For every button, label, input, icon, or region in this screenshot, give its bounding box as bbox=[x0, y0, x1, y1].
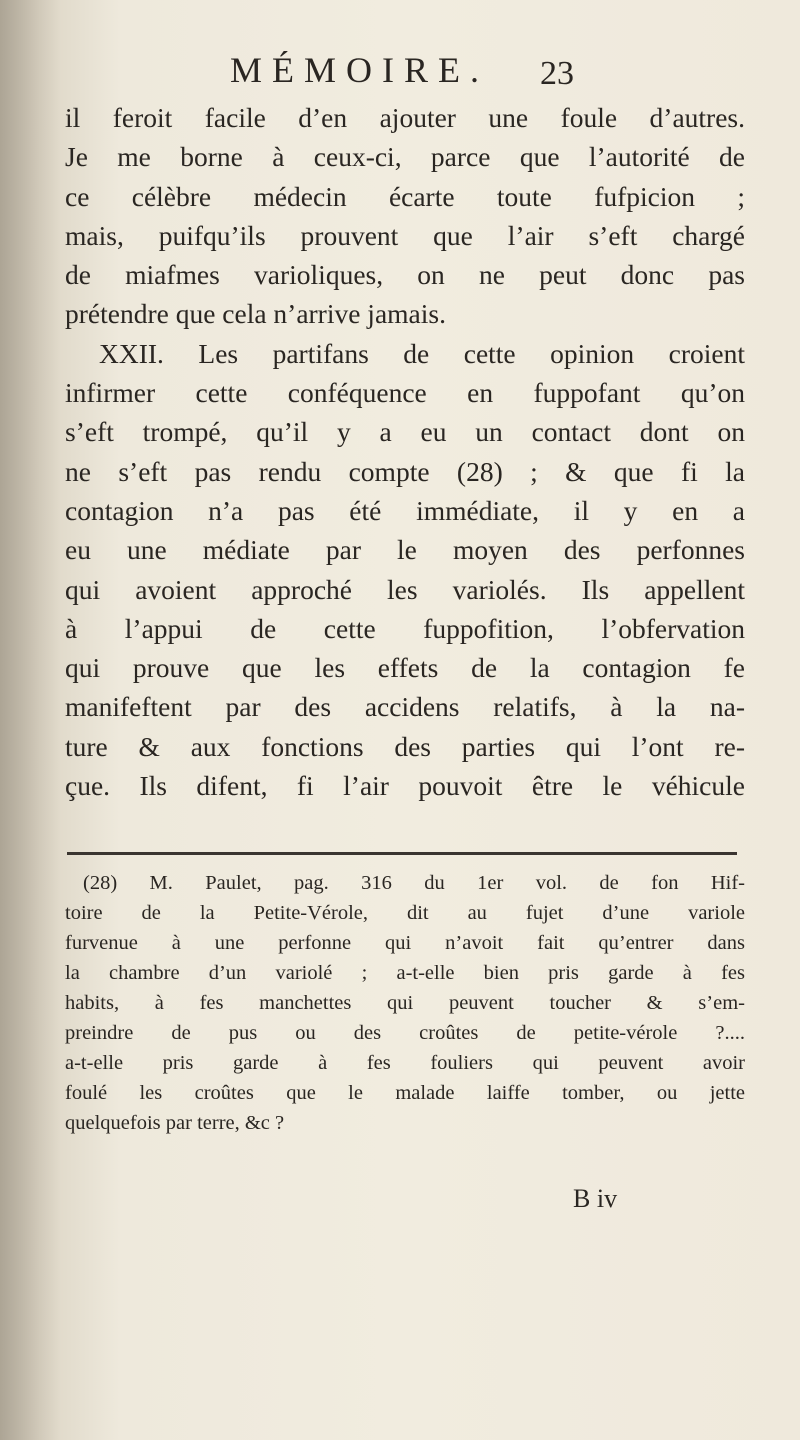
page-header bbox=[230, 48, 610, 92]
footnote-line: furvenue à une perfonne qui n’avoit fait qu’entrer dans bbox=[65, 932, 745, 954]
text-line: eu une médiate par le moyen des perfonnes bbox=[65, 534, 745, 566]
text-line: s’eft trompé, qu’il y a eu un contact dont on bbox=[65, 416, 745, 448]
text-line: XXII. Les partifans de cette opinion croient bbox=[99, 337, 745, 369]
footnote bbox=[65, 868, 745, 1138]
footnote-line: habits, à fes manchettes qui peuvent toucher & s’em- bbox=[65, 992, 745, 1014]
text-line: à l’appui de cette fuppofition, l’obfervation bbox=[65, 612, 745, 644]
footnote-line: toire de la Petite-Vérole, dit au fujet d’une variole bbox=[65, 902, 745, 924]
footnote-line: (28) M. Paulet, pag. 316 du 1er vol. de fon Hif- bbox=[83, 872, 745, 894]
text-line: ne s’eft pas rendu compte (28) ; & que fi la bbox=[65, 455, 745, 487]
footnote-line: foulé les croûtes que le malade laiffe tomber, ou jette bbox=[65, 1082, 745, 1104]
body-text bbox=[65, 98, 745, 805]
footnote-line: a-t-elle pris garde à fes fouliers qui peuvent avoir bbox=[65, 1052, 745, 1074]
text-line: contagion n’a pas été immédiate, il y en a bbox=[65, 494, 745, 526]
binding-shadow bbox=[0, 0, 60, 1440]
footnote-divider bbox=[67, 852, 737, 855]
text-line: ce célèbre médecin écarte toute fufpicion ; bbox=[65, 180, 745, 212]
text-line: Je me borne à ceux-ci, parce que l’autorité de bbox=[65, 141, 745, 173]
text-line: qui avoient approché les variolés. Ils appellent bbox=[65, 573, 745, 605]
text-line: mais, puifqu’ils prouvent que l’air s’eft chargé bbox=[65, 219, 745, 251]
running-title: MÉMOIRE. bbox=[230, 50, 489, 90]
text-line: infirmer cette conféquence en fuppofant qu’on bbox=[65, 377, 745, 409]
text-line: çue. Ils difent, fi l’air pouvoit être le véhicule bbox=[65, 770, 745, 802]
footnote-line: la chambre d’un variolé ; a-t-elle bien pris garde à fes bbox=[65, 962, 745, 984]
text-line: il feroit facile d’en ajouter une foule d’autres. bbox=[65, 102, 745, 133]
text-line: de miafmes varioliques, on ne peut donc pas bbox=[65, 259, 745, 291]
text-line: qui prouve que les effets de la contagion fe bbox=[65, 652, 745, 684]
footnote-line: quelquefois par terre, &c ? bbox=[65, 1112, 285, 1134]
page-number: 23 bbox=[540, 55, 574, 92]
text-line: ture & aux fonctions des parties qui l’ont re- bbox=[65, 730, 745, 762]
signature-mark: B iv bbox=[573, 1184, 618, 1213]
footnote-line: preindre de pus ou des croûtes de petite-vérole ?.... bbox=[65, 1022, 745, 1044]
text-line: manifeftent par des accidens relatifs, à la na- bbox=[65, 691, 745, 723]
text-line: prétendre que cela n’arrive jamais. bbox=[65, 298, 446, 330]
